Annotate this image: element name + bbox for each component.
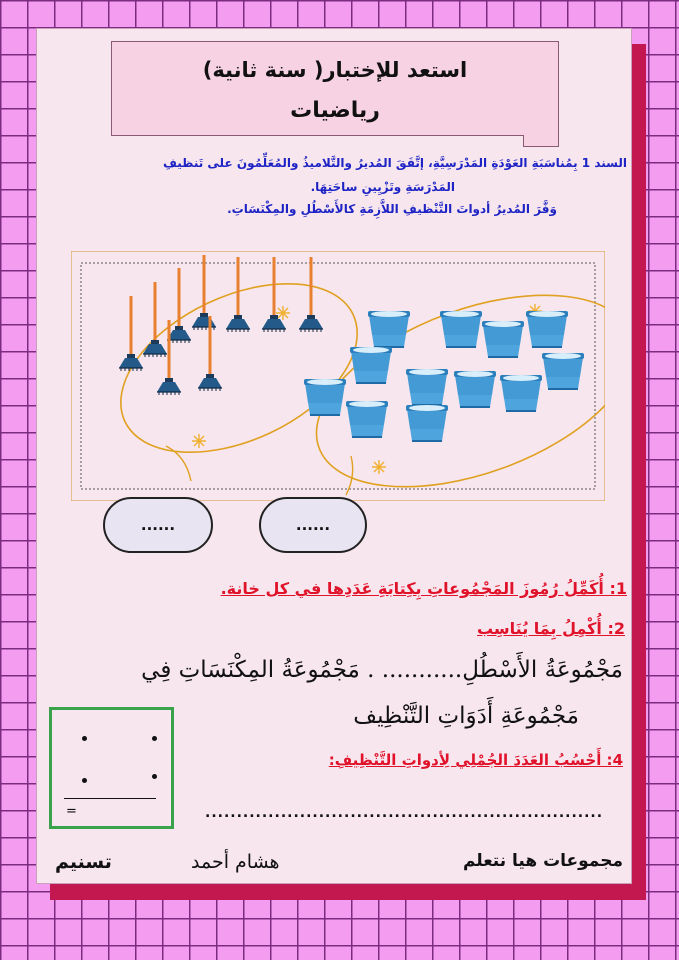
header-box bbox=[111, 41, 559, 136]
answer-box[interactable] bbox=[49, 707, 174, 829]
illustration-frame bbox=[71, 251, 605, 501]
mop-icon bbox=[299, 257, 323, 332]
answer-dot bbox=[82, 778, 87, 783]
intro-line-2: المَدْرَسَةِ وتَزْيِينِ ساحَتِهَا. bbox=[310, 180, 455, 194]
fill-line-1: مَجْمُوعَةُ الأَسْطُلِ........... . مَجْمُوعَةُ المِكْنَسَاتِ فِي bbox=[141, 657, 623, 683]
footer-author-center: هشام أحمد bbox=[191, 851, 280, 873]
footer-author-left: تسنيم bbox=[55, 851, 112, 873]
intro-line-3: وَفَّرَ المُديرُ أدواتَ التَّنْظيفِ اللاَّزِمَةِ كالأَسْطُلِ والمِكْنَسَاتِ. bbox=[227, 202, 557, 216]
footer-group-name: مجموعات هيا نتعلم bbox=[462, 851, 623, 871]
equals-sign: = bbox=[66, 804, 77, 819]
answer-dotted-line[interactable]: ............................................................... bbox=[205, 805, 604, 821]
mop-icon bbox=[143, 282, 167, 357]
mops-count-bubble[interactable]: ...... bbox=[103, 497, 213, 553]
bucket-icon bbox=[454, 371, 496, 407]
exam-title: استعد للإختبار( سنة ثانية) bbox=[202, 58, 468, 82]
header-tab bbox=[523, 135, 559, 147]
mops-group bbox=[119, 255, 323, 395]
buckets-count-bubble[interactable]: ...... bbox=[259, 497, 367, 553]
bucket-icon bbox=[500, 375, 542, 411]
worksheet-page bbox=[36, 28, 632, 884]
answer-dot bbox=[82, 736, 87, 741]
bucket-icon bbox=[368, 311, 410, 347]
bucket-icon bbox=[526, 311, 568, 347]
bucket-icon bbox=[406, 369, 448, 405]
answer-dot bbox=[152, 736, 157, 741]
mop-icon bbox=[192, 255, 216, 330]
bucket-icon bbox=[304, 379, 346, 415]
mop-icon bbox=[167, 268, 191, 343]
question-4: 4: أَحْسُبُ العَدَدَ الجُمْلِي لِأدواتِ التَّنْظِيفِ: bbox=[328, 751, 623, 769]
fill-line-2: مَجْمُوعَةِ أَدَوَاتِ التَّنْظِيف bbox=[353, 703, 579, 729]
bucket-icon bbox=[440, 311, 482, 347]
mop-icon bbox=[262, 257, 286, 332]
subject-title: رياضيات bbox=[290, 98, 380, 123]
question-1: 1: أُكَمِّلُ رُمُوزَ المَجْمُوعاتِ بِكِتابَةِ عَدَدِها في كل خانة. bbox=[220, 579, 627, 598]
bucket-icon bbox=[482, 321, 524, 357]
intro-line-1: السند 1 بِمُناسَبَةِ العَوْدَةِ المَدْرَسِيَّةِ، إتَّفَقَ المُديرُ والتَّلاميذُ والمُعَلِّمُونَ على تَنظيفِ bbox=[162, 156, 627, 170]
mop-icon bbox=[119, 296, 143, 371]
bucket-icon bbox=[406, 405, 448, 441]
answer-dot bbox=[152, 774, 157, 779]
bucket-icon bbox=[350, 347, 392, 383]
answer-divider bbox=[64, 798, 156, 799]
bucket-icon bbox=[542, 353, 584, 389]
bucket-icon bbox=[346, 401, 388, 437]
question-2: 2: أُكْمِلُ بِمَا يُنَاسِب bbox=[476, 619, 625, 638]
